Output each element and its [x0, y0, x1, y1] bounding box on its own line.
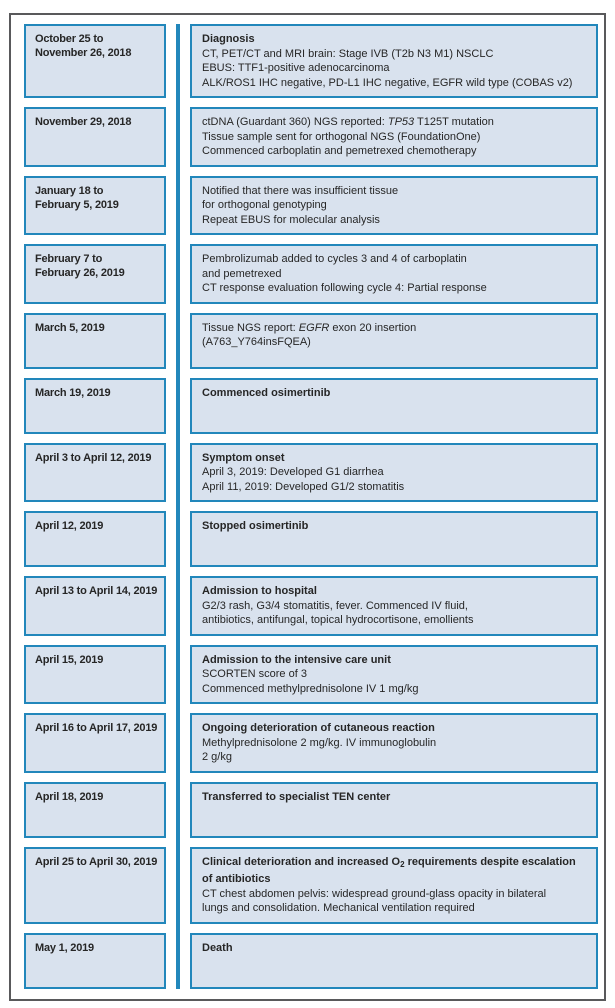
event-text-segment: Admission to hospital — [202, 585, 317, 597]
event-text-line — [202, 252, 586, 267]
event-text-segment: Transferred to specialist TEN center — [202, 790, 391, 803]
event-text-line — [202, 887, 586, 902]
timeline-event-box — [190, 24, 598, 98]
event-text-segment: Commenced carboplatin and pemetrexed chemotherapy — [202, 145, 477, 157]
event-text-segment: Pembrolizumab added to cycles 3 and 4 of carboplatin — [202, 253, 467, 265]
event-text-segment: G2/3 rash, G3/4 stomatitis, fever. Commenced IV fluid, — [202, 599, 468, 612]
timeline-date-box — [24, 176, 166, 236]
event-text-segment: April 3, 2019: Developed G1 diarrhea — [202, 466, 384, 478]
figure-frame — [9, 13, 606, 1001]
event-text-line — [202, 47, 586, 62]
date-line: November 29, 2018 — [35, 116, 132, 128]
event-text-line — [202, 184, 586, 199]
event-text-segment: Admission to the intensive care unit — [202, 653, 391, 666]
date-line: April 3 to April 12, 2019 — [35, 451, 152, 464]
timeline-event-box — [190, 511, 598, 567]
event-text-segment: Ongoing deterioration of cutaneous reaction — [202, 722, 435, 734]
event-text-segment: antibiotics, antifungal, topical hydrocortisone, emollients — [202, 614, 474, 626]
event-text-segment: Notified that there was insufficient tissue — [202, 184, 399, 197]
event-text-line — [202, 61, 586, 76]
event-text-segment: Diagnosis — [202, 33, 255, 45]
event-text-segment: T125T mutation — [414, 116, 494, 128]
event-text-segment: ALK/ROS1 IHC negative, PD-L1 IHC negative, EGFR wild type (COBAS v2) — [202, 76, 573, 89]
timeline-event-box — [190, 378, 598, 434]
date-line: March 5, 2019 — [35, 321, 105, 334]
date-line: February 7 to — [35, 253, 103, 265]
event-text-line — [202, 144, 586, 159]
event-text-segment: TP53 — [387, 116, 415, 128]
event-text-segment: SCORTEN score of 3 — [202, 668, 307, 680]
date-line: April 13 to April 14, 2019 — [35, 585, 158, 597]
event-text-segment: Stopped osimertinib — [202, 520, 309, 532]
event-text-line — [202, 584, 586, 599]
event-text-segment: Death — [202, 941, 233, 954]
event-text-line — [202, 281, 586, 296]
event-text-line — [202, 872, 586, 887]
timeline-date-box — [24, 847, 166, 924]
event-text-segment: Tissue sample sent for orthogonal NGS (FoundationOne) — [202, 130, 481, 143]
event-text-line — [202, 321, 586, 336]
event-text-line — [202, 721, 586, 736]
event-text-segment: for orthogonal genotyping — [202, 199, 327, 211]
timeline-date-box — [24, 378, 166, 434]
date-line: April 16 to April 17, 2019 — [35, 722, 158, 734]
event-text-segment: 2 g/kg — [202, 751, 232, 763]
event-text-segment: 2 — [400, 859, 405, 869]
event-text-segment: lungs and consolidation. Mechanical ventilation required — [202, 902, 475, 914]
timeline-date-box — [24, 645, 166, 705]
event-text-line — [202, 855, 586, 873]
timeline-event-box — [190, 107, 598, 167]
timeline-date-box — [24, 443, 166, 503]
timeline-event-box — [190, 645, 598, 705]
event-text-segment: Commenced methylprednisolone IV 1 mg/kg — [202, 682, 419, 695]
event-text-line — [202, 465, 586, 480]
date-line: April 25 to April 30, 2019 — [35, 855, 158, 868]
timeline-event-box — [190, 933, 598, 989]
event-text-segment: (A763_Y764insFQEA) — [202, 336, 311, 348]
event-text-line — [202, 267, 586, 282]
event-text-segment: Clinical deterioration and increased O — [202, 855, 401, 868]
timeline-event-box — [190, 176, 598, 236]
event-text-line — [202, 941, 586, 956]
timeline-date-box — [24, 244, 166, 304]
timeline-date-box — [24, 511, 166, 567]
event-text-segment: EBUS: TTF1-positive adenocarcinoma — [202, 62, 390, 74]
event-text-line — [202, 750, 586, 765]
event-text-line — [202, 519, 586, 534]
event-text-line — [202, 32, 586, 47]
date-line: November 26, 2018 — [35, 47, 132, 59]
event-text-line — [202, 115, 586, 130]
event-text-line — [202, 653, 586, 668]
event-text-line — [202, 901, 586, 916]
event-text-segment: exon 20 insertion — [329, 321, 417, 334]
event-text-line — [202, 599, 586, 614]
timeline-date-box — [24, 713, 166, 773]
event-text-segment: requirements despite escalation — [404, 855, 576, 868]
date-line: February 26, 2019 — [35, 267, 125, 279]
timeline-divider-line — [176, 24, 180, 989]
event-text-segment: April 11, 2019: Developed G1/2 stomatitis — [202, 480, 405, 493]
timeline-event-box — [190, 313, 598, 369]
timeline-event-box — [190, 713, 598, 773]
event-text-segment: CT chest abdomen pelvis: widespread ground-glass opacity in bilateral — [202, 887, 547, 900]
event-text-line — [202, 613, 586, 628]
event-text-segment: Tissue NGS report: — [202, 321, 299, 334]
date-line: March 19, 2019 — [35, 386, 111, 399]
event-text-segment: CT, PET/CT and MRI brain: Stage IVB (T2b N3 M1) NSCLC — [202, 47, 494, 60]
event-text-line — [202, 198, 586, 213]
date-line: February 5, 2019 — [35, 198, 119, 211]
event-text-line — [202, 736, 586, 751]
event-text-segment: of antibiotics — [202, 873, 271, 885]
event-text-line — [202, 386, 586, 401]
event-text-segment: and pemetrexed — [202, 267, 282, 280]
timeline-event-box — [190, 782, 598, 838]
date-line: October 25 to — [35, 33, 104, 45]
date-line: May 1, 2019 — [35, 941, 94, 954]
event-text-line — [202, 480, 586, 495]
timeline-event-box — [190, 443, 598, 503]
event-text-line — [202, 213, 586, 228]
timeline-date-box — [24, 313, 166, 369]
date-line: April 18, 2019 — [35, 790, 104, 803]
timeline-date-box — [24, 576, 166, 636]
date-line: January 18 to — [35, 184, 104, 197]
event-text-line — [202, 790, 586, 805]
date-line: April 15, 2019 — [35, 653, 104, 666]
event-text-line — [202, 667, 586, 682]
timeline-event-box — [190, 847, 598, 924]
event-text-segment: Repeat EBUS for molecular analysis — [202, 213, 380, 226]
timeline-grid — [24, 24, 598, 989]
event-text-line — [202, 130, 586, 145]
event-text-segment: ctDNA (Guardant 360) NGS reported: — [202, 116, 388, 128]
event-text-segment: Commenced osimertinib — [202, 386, 331, 399]
timeline-date-box — [24, 107, 166, 167]
timeline-date-box — [24, 933, 166, 989]
event-text-line — [202, 335, 586, 350]
event-text-line — [202, 451, 586, 466]
event-text-segment: CT response evaluation following cycle 4: Partial response — [202, 282, 487, 294]
event-text-line — [202, 682, 586, 697]
timeline-date-box — [24, 782, 166, 838]
timeline-event-box — [190, 244, 598, 304]
timeline-event-box — [190, 576, 598, 636]
timeline-date-box — [24, 24, 166, 98]
event-text-line — [202, 76, 586, 91]
event-text-segment: Methylprednisolone 2 mg/kg. IV immunoglobulin — [202, 736, 437, 749]
event-text-segment: EGFR — [298, 321, 330, 334]
date-line: April 12, 2019 — [35, 520, 104, 532]
event-text-segment: Symptom onset — [202, 451, 285, 464]
